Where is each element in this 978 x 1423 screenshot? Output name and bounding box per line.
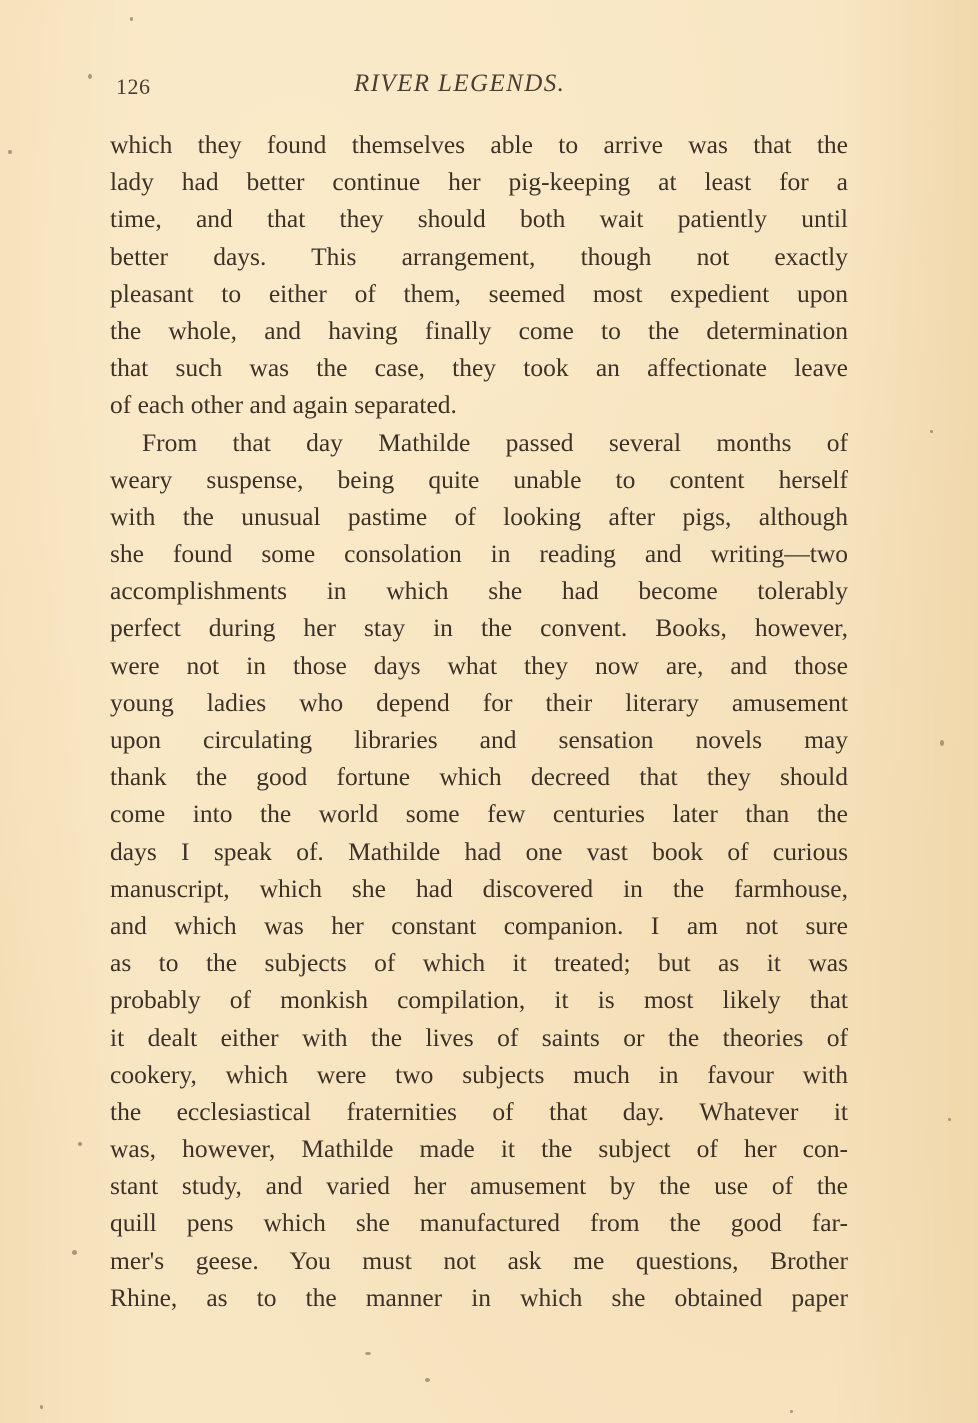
text-line: she found some consolation in reading and writing—two [110, 539, 848, 569]
text-line: young ladies who depend for their literary amusement [110, 687, 848, 717]
text-line: time, and that they should both wait patiently until [110, 204, 848, 234]
text-line: better days. This arrangement, though not exactly [110, 241, 848, 271]
scan-speck [425, 1378, 430, 1382]
scan-speck [790, 1410, 793, 1413]
text-line: the whole, and having finally come to the determination [110, 315, 848, 345]
scan-speck [88, 74, 92, 79]
text-line: perfect during her stay in the convent. Books, however, [110, 613, 848, 643]
text-line: which they found themselves able to arrive was that the [110, 130, 848, 159]
text-line: as to the subjects of which it treated; but as it was [110, 948, 848, 978]
running-head [110, 66, 850, 102]
text-line: pleasant to either of them, seemed most expedient upon [110, 278, 848, 308]
paragraph-end-line: of each other and again separated. [110, 390, 457, 420]
text-line: were not in those days what they now are, and those [110, 650, 848, 680]
scan-speck [78, 1142, 82, 1146]
text-line: quill pens which she manufactured from the good far- [110, 1208, 848, 1238]
paragraph-start-line: From that day Mathilde passed several months of [142, 427, 848, 457]
text-line: thank the good fortune which decreed that they should [110, 762, 848, 792]
text-line: manuscript, which she had discovered in the farmhouse, [110, 873, 848, 903]
scan-speck [130, 17, 133, 21]
running-title: RIVER LEGENDS. [354, 70, 566, 97]
text-line: accomplishments in which she had become tolerably [110, 576, 848, 606]
text-line: cookery, which were two subjects much in favour with [110, 1059, 848, 1089]
text-line: probably of monkish compilation, it is most likely that [110, 985, 848, 1015]
scan-speck [8, 150, 12, 154]
page-number: 126 [116, 74, 151, 99]
text-line: the ecclesiastical fraternities of that day. Whatever it [110, 1096, 848, 1126]
text-line: upon circulating libraries and sensation novels may [110, 725, 848, 754]
scan-speck [40, 1405, 43, 1409]
text-line: was, however, Mathilde made it the subject of her con- [110, 1134, 848, 1164]
scan-speck [72, 1250, 77, 1255]
text-line: that such was the case, they took an affectionate leave [110, 353, 848, 383]
text-line: weary suspense, being quite unable to content herself [110, 464, 848, 494]
text-line: mer's geese. You must not ask me questions, Brother [110, 1245, 848, 1275]
scan-speck [940, 740, 944, 746]
text-line: Rhine, as to the manner in which she obtained paper [110, 1282, 848, 1312]
body-text [110, 126, 848, 1316]
text-line: with the unusual pastime of looking after pigs, although [110, 501, 848, 531]
scan-speck [948, 1118, 951, 1121]
scan-speck [930, 430, 933, 433]
text-line: days I speak of. Mathilde had one vast book of curious [110, 836, 848, 866]
text-line: stant study, and varied her amusement by the use of the [110, 1171, 848, 1201]
scan-speck [365, 1352, 371, 1355]
text-line: come into the world some few centuries later than the [110, 799, 848, 829]
text-line: it dealt either with the lives of saints or the theories of [110, 1022, 848, 1052]
text-line: lady had better continue her pig-keeping at least for a [110, 167, 848, 197]
text-line: and which was her constant companion. I am not sure [110, 910, 848, 940]
